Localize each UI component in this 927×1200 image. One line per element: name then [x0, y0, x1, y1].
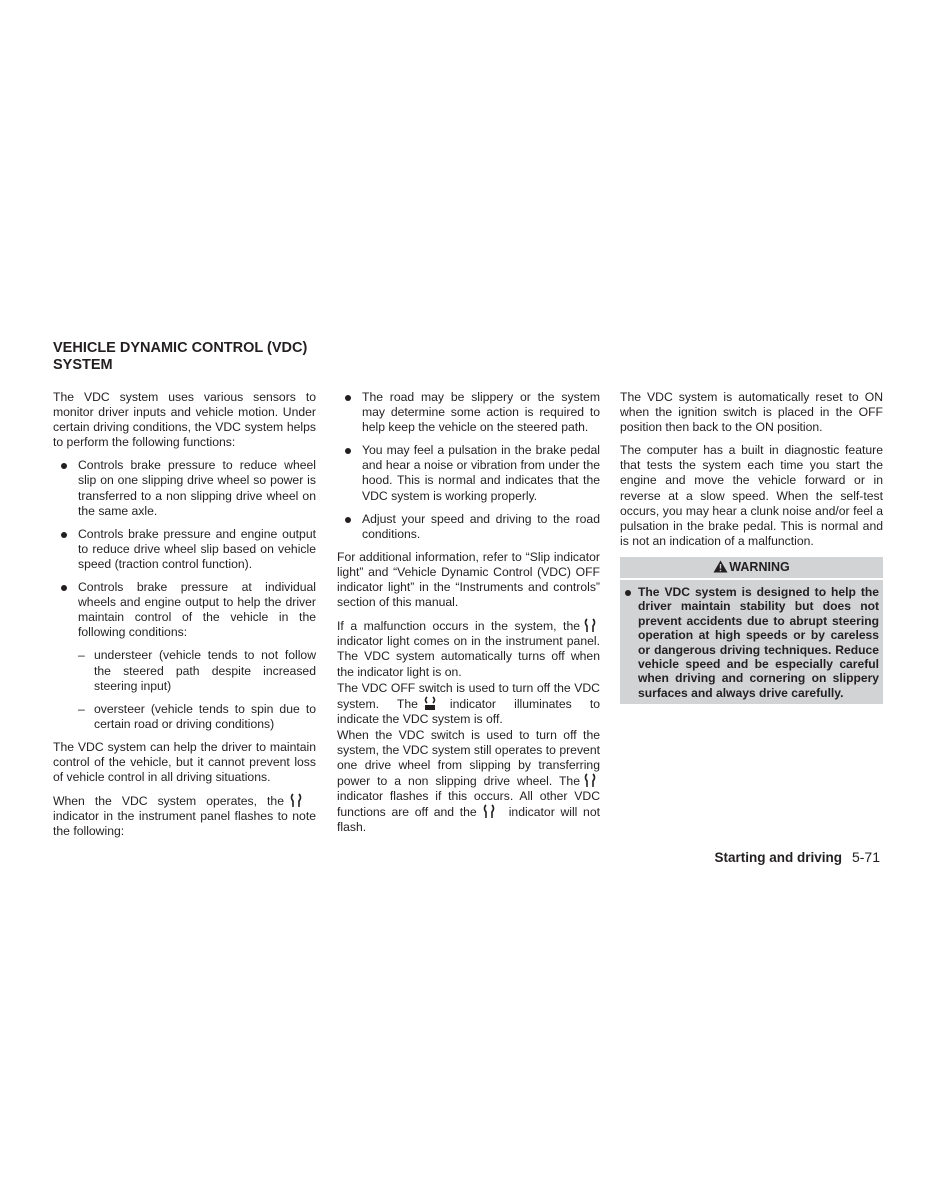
- list-item: Controls brake pressure at individual wheels and engine output to help the driver maintain control of the vehicle in the following conditions: – understeer (vehicle tends to not follow the steered path despite increased steering input) – oversteer (vehicle tends to spin due to certain road or driving conditions): [53, 580, 316, 732]
- list-item: Controls brake pressure to reduce wheel slip on one slipping drive wheel so power is transferred to a non slipping drive wheel on the same axle.: [53, 458, 316, 518]
- bullet-icon: [61, 585, 67, 591]
- slip-indicator-icon: [584, 618, 596, 633]
- slip-indicator-icon: [483, 804, 495, 819]
- function-list: [53, 458, 316, 732]
- page-number: 5-71: [851, 849, 880, 865]
- help-paragraph: The VDC system can help the driver to maintain control of the vehicle, but it cannot prevent loss of vehicle control in all driving situations.: [53, 739, 316, 785]
- list-item: – oversteer (vehicle tends to spin due to certain road or driving conditions): [78, 701, 316, 731]
- condition-list: [78, 648, 316, 731]
- vdc-off-indicator-icon: [424, 696, 436, 711]
- list-item: Adjust your speed and driving to the road conditions.: [337, 512, 600, 542]
- slip-indicator-icon: [290, 793, 302, 808]
- dash-marker: –: [78, 648, 85, 663]
- column-3: [620, 390, 883, 704]
- effects-list: [337, 390, 600, 542]
- warning-header: [620, 557, 883, 580]
- list-item: Controls brake pressure and engine output to reduce drive wheel slip based on vehicle speed (traction control function).: [53, 527, 316, 572]
- bullet-icon: [345, 517, 351, 523]
- dash-marker: –: [78, 701, 85, 716]
- column-1: [53, 390, 316, 847]
- slip-indicator-icon: [584, 773, 596, 788]
- diagnostic-paragraph: The computer has a built in diagnostic feature that tests the system each time you start the engine and move the vehicle forward or in reverse at a slow speed. When the self-test occurs, you may hear a clunk noise and/or feel a pulsation in the brake pedal. This is normal and is not an indication of a malfunction.: [620, 443, 883, 548]
- vdc-off-paragraph: The VDC OFF switch is used to turn off the VDC system. The indicator illuminates to indicate the VDC system is off.: [337, 680, 600, 726]
- warning-title: WARNING: [729, 559, 790, 574]
- warning-text: The VDC system is designed to help the driver maintain stability but does not prevent accidents due to abrupt steering operation at high speeds or by careless or dangerous driving techniques. Reduce vehicle speed and be especially careful when driving and cornering on slippery surfaces and always drive carefully.: [620, 580, 883, 700]
- warning-triangle-icon: [713, 560, 728, 573]
- switch-paragraph: When the VDC switch is used to turn off the system, the VDC system still operates to prevent one drive wheel from slipping by transferring power to a non slipping drive wheel. Theindicator flashes if this occurs. All other VDC functions are off and the indicator will not flash.: [337, 727, 600, 835]
- bullet-icon: [61, 532, 67, 538]
- intro-paragraph: The VDC system uses various sensors to monitor driver inputs and vehicle motion. Under certain driving conditions, the VDC system helps to perform the following functions:: [53, 390, 316, 450]
- list-item: You may feel a pulsation in the brake pedal and hear a noise or vibration from under the hood. This is normal and indicates that the VDC system is working properly.: [337, 443, 600, 503]
- page-footer: [714, 849, 880, 865]
- section-name: Starting and driving: [714, 850, 842, 865]
- bullet-icon: [345, 448, 351, 454]
- bullet-icon: [625, 590, 631, 596]
- operates-paragraph: When the VDC system operates, theindicator in the instrument panel flashes to note the following:: [53, 794, 316, 839]
- info-paragraph: For additional information, refer to “Slip indicator light” and “Vehicle Dynamic Control (VDC) OFF indicator light” in the “Instruments and controls” section of this manual.: [337, 549, 600, 610]
- column-2: [337, 390, 600, 844]
- malfunction-paragraph: If a malfunction occurs in the system, theindicator light comes on in the instrument panel. The VDC system automatically turns off when the indicator light is on.: [337, 619, 600, 679]
- reset-paragraph: The VDC system is automatically reset to ON when the ignition switch is placed in the OFF position then back to the ON position.: [620, 390, 883, 435]
- list-item: – understeer (vehicle tends to not follow the steered path despite increased steering input): [78, 648, 316, 693]
- list-item: The road may be slippery or the system may determine some action is required to help keep the vehicle on the steered path.: [337, 390, 600, 435]
- warning-box: [620, 557, 883, 704]
- page-title: VEHICLE DYNAMIC CONTROL (VDC) SYSTEM: [53, 340, 308, 373]
- bullet-icon: [345, 395, 351, 401]
- bullet-icon: [61, 463, 67, 469]
